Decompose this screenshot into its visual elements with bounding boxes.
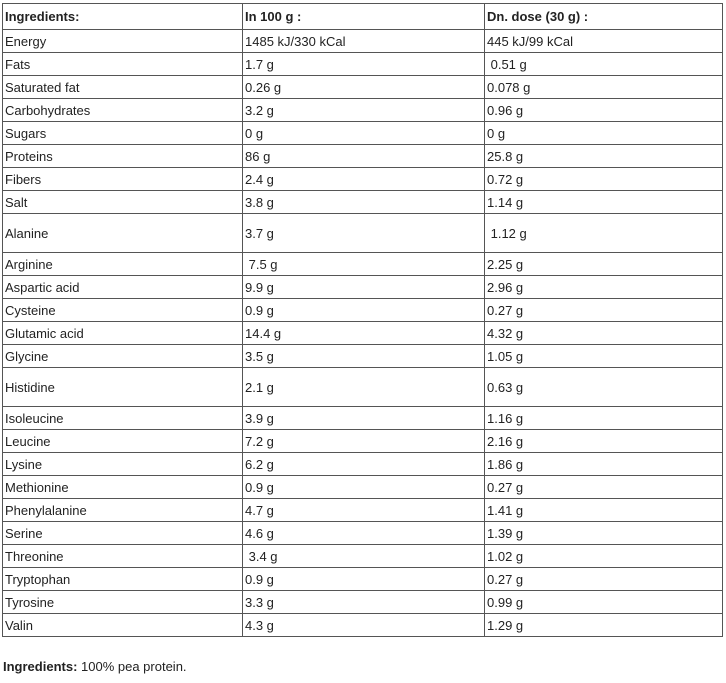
cell-per-100g: 3.8 g bbox=[243, 191, 485, 214]
table-row bbox=[3, 276, 723, 299]
cell-ingredient: Energy bbox=[3, 30, 243, 53]
cell-ingredient: Methionine bbox=[3, 476, 243, 499]
cell-daily-dose: 0.96 g bbox=[485, 99, 723, 122]
cell-daily-dose: 0.99 g bbox=[485, 591, 723, 614]
table-row bbox=[3, 568, 723, 591]
cell-daily-dose: 0 g bbox=[485, 122, 723, 145]
cell-ingredient: Saturated fat bbox=[3, 76, 243, 99]
cell-ingredient: Fats bbox=[3, 53, 243, 76]
cell-per-100g: 6.2 g bbox=[243, 453, 485, 476]
cell-daily-dose: 1.02 g bbox=[485, 545, 723, 568]
cell-daily-dose: 2.25 g bbox=[485, 253, 723, 276]
cell-per-100g: 1485 kJ/330 kCal bbox=[243, 30, 485, 53]
cell-ingredient: Proteins bbox=[3, 145, 243, 168]
cell-daily-dose: 4.32 g bbox=[485, 322, 723, 345]
cell-per-100g: 3.4 g bbox=[243, 545, 485, 568]
cell-per-100g: 7.2 g bbox=[243, 430, 485, 453]
table-body bbox=[3, 30, 723, 637]
cell-ingredient: Tyrosine bbox=[3, 591, 243, 614]
cell-per-100g: 3.7 g bbox=[243, 214, 485, 253]
cell-daily-dose: 1.41 g bbox=[485, 499, 723, 522]
table-row bbox=[3, 591, 723, 614]
table-row bbox=[3, 545, 723, 568]
cell-ingredient: Alanine bbox=[3, 214, 243, 253]
table-row bbox=[3, 30, 723, 53]
table-row bbox=[3, 122, 723, 145]
cell-per-100g: 0.9 g bbox=[243, 568, 485, 591]
cell-ingredient: Threonine bbox=[3, 545, 243, 568]
cell-daily-dose: 2.16 g bbox=[485, 430, 723, 453]
cell-ingredient: Histidine bbox=[3, 368, 243, 407]
ingredients-note-label: Ingredients: bbox=[3, 659, 78, 674]
cell-ingredient: Cysteine bbox=[3, 299, 243, 322]
table-row bbox=[3, 614, 723, 637]
cell-per-100g: 0.9 g bbox=[243, 299, 485, 322]
table-row bbox=[3, 430, 723, 453]
cell-ingredient: Salt bbox=[3, 191, 243, 214]
cell-daily-dose: 0.078 g bbox=[485, 76, 723, 99]
table-row bbox=[3, 168, 723, 191]
cell-per-100g: 4.6 g bbox=[243, 522, 485, 545]
cell-daily-dose: 0.63 g bbox=[485, 368, 723, 407]
cell-daily-dose: 445 kJ/99 kCal bbox=[485, 30, 723, 53]
table-row bbox=[3, 191, 723, 214]
cell-per-100g: 3.3 g bbox=[243, 591, 485, 614]
table-row bbox=[3, 499, 723, 522]
cell-per-100g: 1.7 g bbox=[243, 53, 485, 76]
cell-ingredient: Fibers bbox=[3, 168, 243, 191]
cell-ingredient: Serine bbox=[3, 522, 243, 545]
cell-daily-dose: 0.27 g bbox=[485, 476, 723, 499]
table-row bbox=[3, 322, 723, 345]
cell-daily-dose: 1.12 g bbox=[485, 214, 723, 253]
table-row bbox=[3, 368, 723, 407]
cell-per-100g: 14.4 g bbox=[243, 322, 485, 345]
cell-per-100g: 86 g bbox=[243, 145, 485, 168]
ingredients-note-text: 100% pea protein. bbox=[77, 659, 187, 674]
table-header-row bbox=[3, 4, 723, 30]
cell-per-100g: 3.9 g bbox=[243, 407, 485, 430]
cell-daily-dose: 1.16 g bbox=[485, 407, 723, 430]
table-row bbox=[3, 476, 723, 499]
cell-daily-dose: 1.05 g bbox=[485, 345, 723, 368]
cell-daily-dose: 1.14 g bbox=[485, 191, 723, 214]
cell-daily-dose: 0.27 g bbox=[485, 299, 723, 322]
table-row bbox=[3, 522, 723, 545]
cell-ingredient: Carbohydrates bbox=[3, 99, 243, 122]
cell-per-100g: 0.26 g bbox=[243, 76, 485, 99]
cell-daily-dose: 1.86 g bbox=[485, 453, 723, 476]
table-row bbox=[3, 345, 723, 368]
cell-ingredient: Aspartic acid bbox=[3, 276, 243, 299]
cell-per-100g: 4.3 g bbox=[243, 614, 485, 637]
cell-ingredient: Tryptophan bbox=[3, 568, 243, 591]
cell-per-100g: 9.9 g bbox=[243, 276, 485, 299]
cell-ingredient: Sugars bbox=[3, 122, 243, 145]
cell-ingredient: Glycine bbox=[3, 345, 243, 368]
cell-ingredient: Valin bbox=[3, 614, 243, 637]
cell-ingredient: Arginine bbox=[3, 253, 243, 276]
table-row bbox=[3, 407, 723, 430]
cell-per-100g: 2.1 g bbox=[243, 368, 485, 407]
cell-per-100g: 3.2 g bbox=[243, 99, 485, 122]
table-row bbox=[3, 453, 723, 476]
cell-ingredient: Glutamic acid bbox=[3, 322, 243, 345]
header-daily-dose: Dn. dose (30 g) : bbox=[485, 4, 723, 30]
cell-ingredient: Lysine bbox=[3, 453, 243, 476]
nutrition-table bbox=[2, 3, 723, 637]
header-per-100g: In 100 g : bbox=[243, 4, 485, 30]
table-row bbox=[3, 99, 723, 122]
cell-daily-dose: 0.51 g bbox=[485, 53, 723, 76]
cell-daily-dose: 0.27 g bbox=[485, 568, 723, 591]
cell-per-100g: 7.5 g bbox=[243, 253, 485, 276]
table-row bbox=[3, 299, 723, 322]
header-ingredients: Ingredients: bbox=[3, 4, 243, 30]
cell-ingredient: Phenylalanine bbox=[3, 499, 243, 522]
table-row bbox=[3, 53, 723, 76]
cell-daily-dose: 1.39 g bbox=[485, 522, 723, 545]
cell-per-100g: 0 g bbox=[243, 122, 485, 145]
cell-per-100g: 3.5 g bbox=[243, 345, 485, 368]
cell-daily-dose: 25.8 g bbox=[485, 145, 723, 168]
cell-ingredient: Isoleucine bbox=[3, 407, 243, 430]
table-row bbox=[3, 145, 723, 168]
cell-ingredient: Leucine bbox=[3, 430, 243, 453]
table-row bbox=[3, 214, 723, 253]
table-row bbox=[3, 76, 723, 99]
cell-per-100g: 0.9 g bbox=[243, 476, 485, 499]
ingredients-note bbox=[3, 659, 187, 674]
cell-per-100g: 4.7 g bbox=[243, 499, 485, 522]
cell-daily-dose: 0.72 g bbox=[485, 168, 723, 191]
table-row bbox=[3, 253, 723, 276]
cell-per-100g: 2.4 g bbox=[243, 168, 485, 191]
cell-daily-dose: 1.29 g bbox=[485, 614, 723, 637]
cell-daily-dose: 2.96 g bbox=[485, 276, 723, 299]
